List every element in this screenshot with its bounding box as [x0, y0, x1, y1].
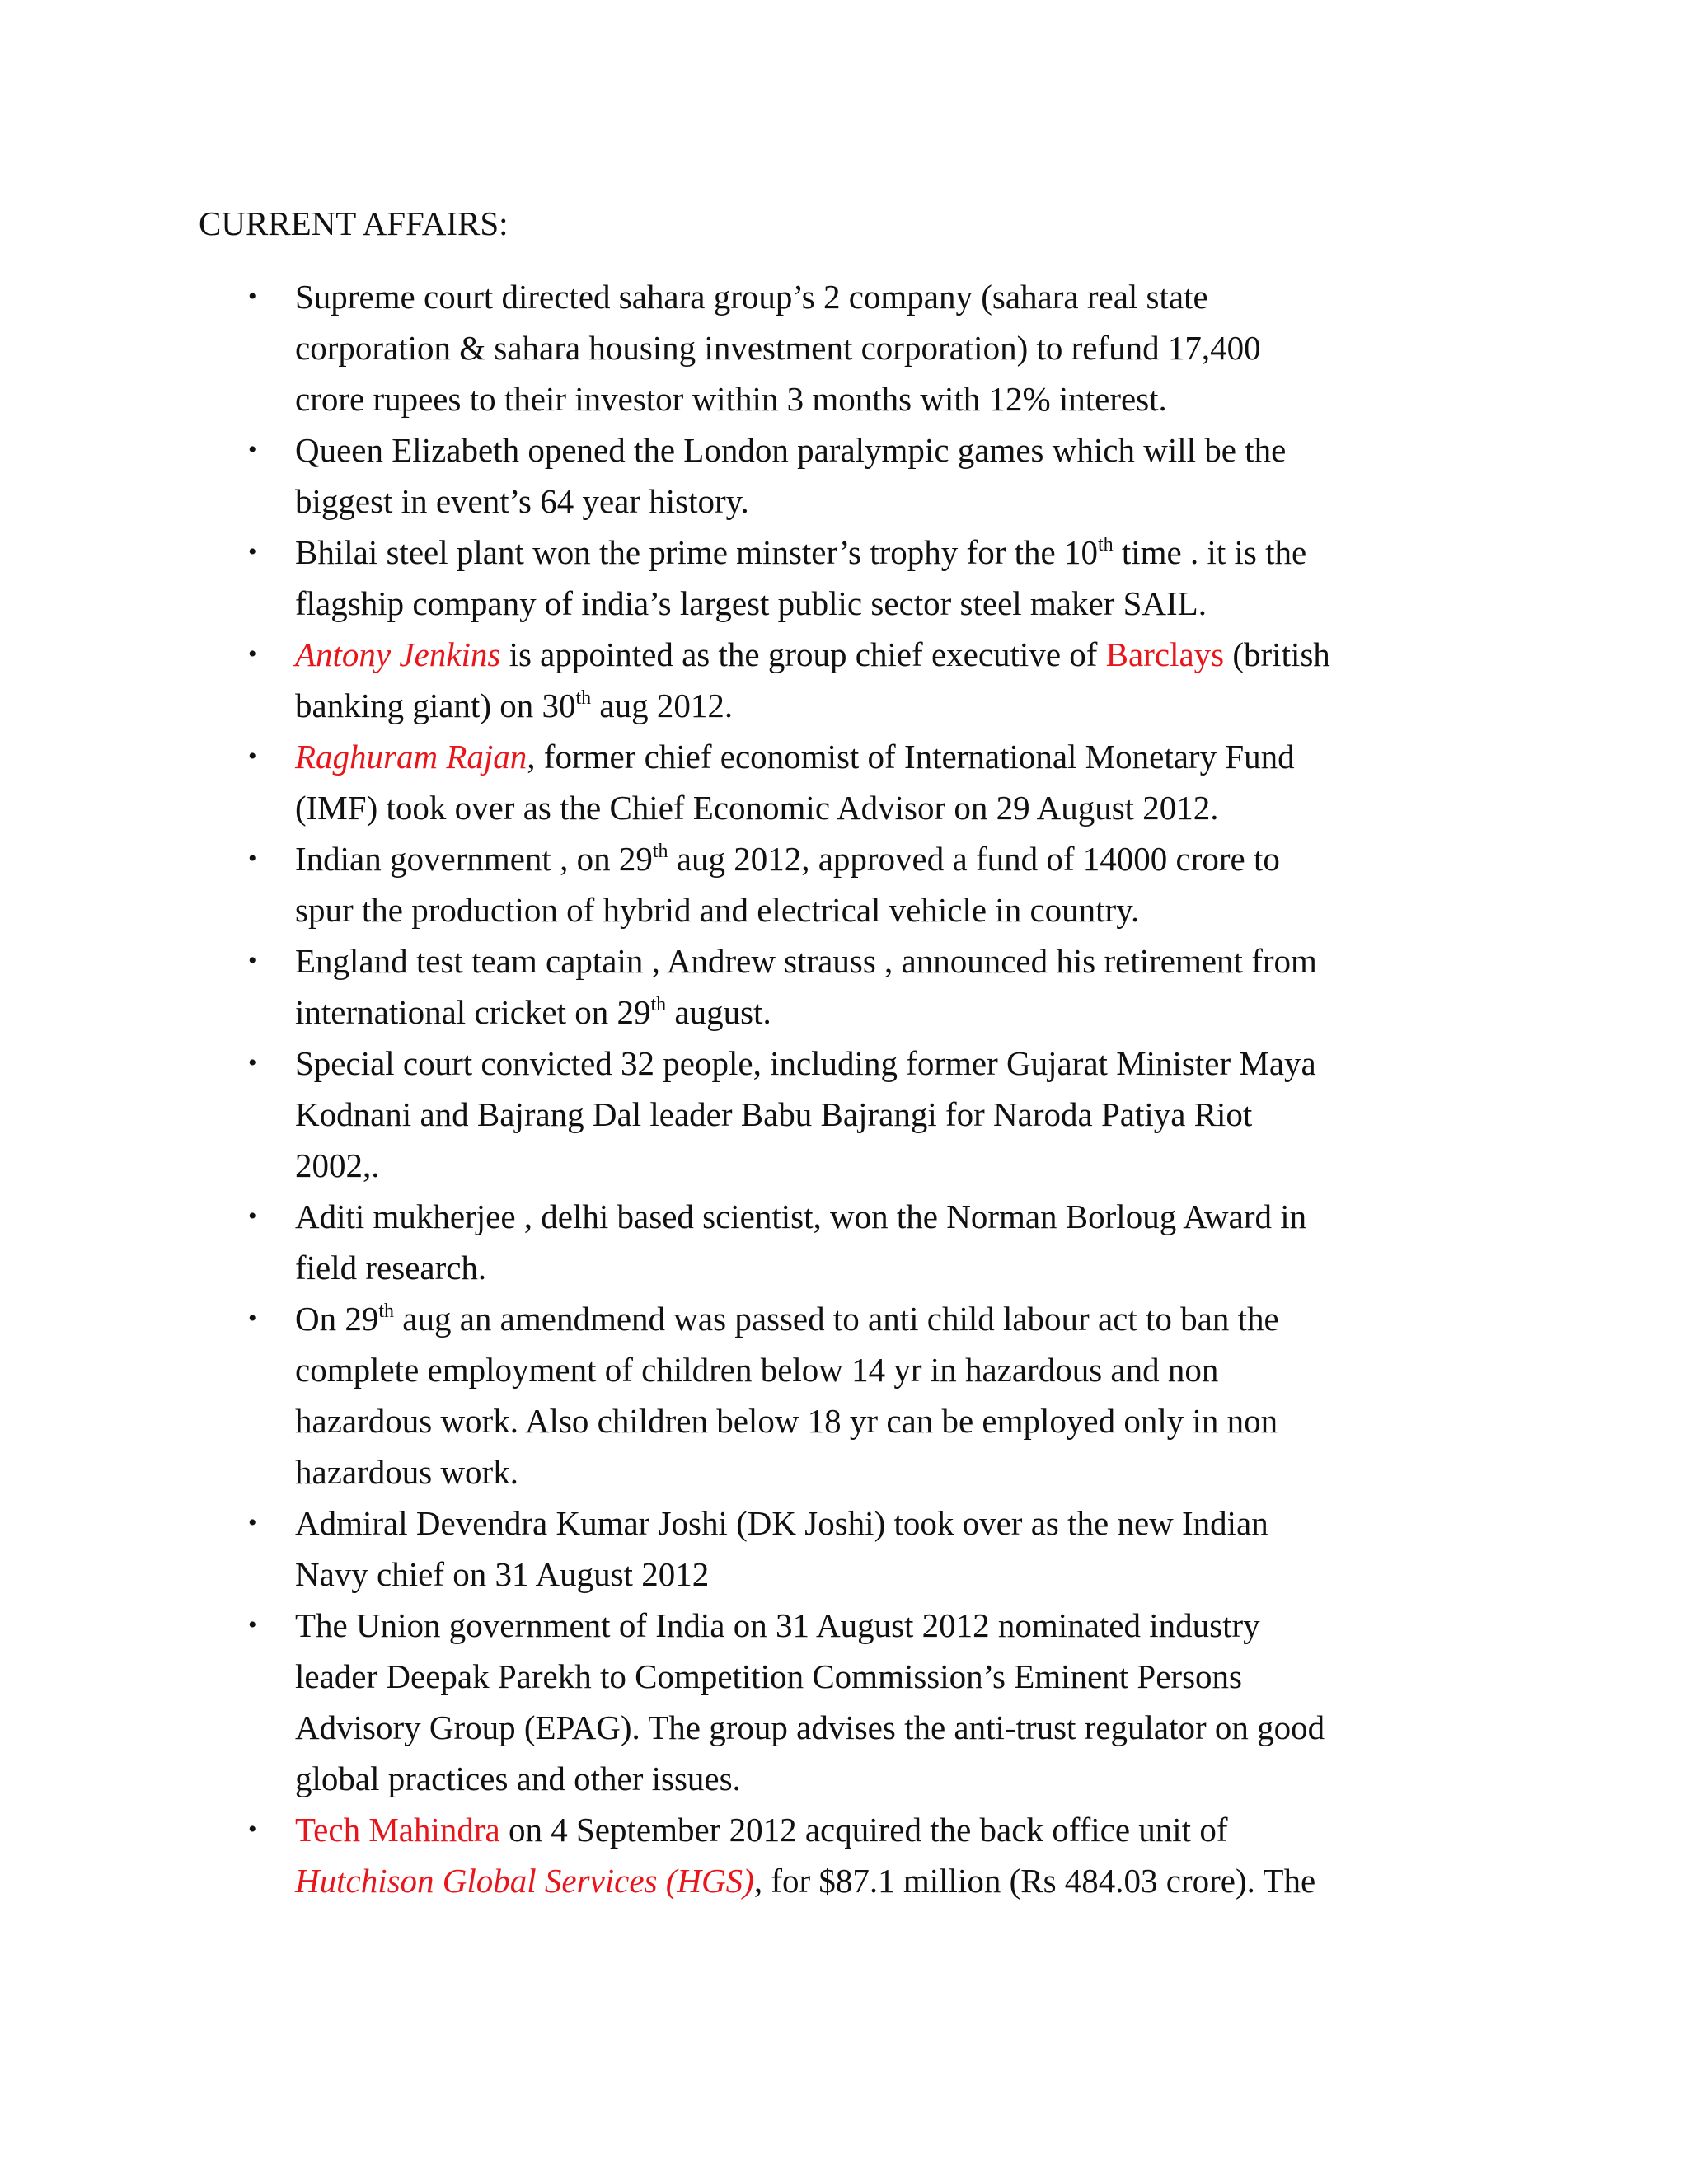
news-list — [199, 271, 1484, 1906]
ordinal-superscript: th — [650, 994, 667, 1015]
item-text: flagship company of india’s largest public sector steel maker SAIL. — [295, 584, 1207, 622]
news-item — [199, 1497, 1484, 1600]
item-text: The Union government of India on 31 August 2012 nominated industry — [295, 1606, 1260, 1644]
bullet-icon: • — [248, 1611, 257, 1638]
item-text: hazardous work. — [295, 1453, 518, 1491]
ordinal-superscript: th — [575, 687, 592, 709]
item-text: Special court convicted 32 people, including former Gujarat Minister Maya — [295, 1044, 1316, 1082]
item-text: august. — [666, 993, 771, 1031]
item-text: is appointed as the group chief executive of — [500, 635, 1106, 673]
bullet-icon: • — [248, 1509, 257, 1536]
item-text: spur the production of hybrid and electrical vehicle in country. — [295, 891, 1140, 929]
item-text: Aditi mukherjee , delhi based scientist, won the Norman Borloug Award in — [295, 1197, 1307, 1235]
news-item — [199, 271, 1484, 424]
bullet-icon: • — [248, 436, 257, 463]
bullet-icon: • — [248, 538, 257, 565]
item-text: aug 2012, approved a fund of 14000 crore to — [668, 840, 1280, 878]
news-item — [199, 1038, 1484, 1191]
highlighted-name: Antony Jenkins — [295, 635, 501, 673]
page-heading: CURRENT AFFAIRS: — [199, 204, 509, 242]
news-item — [199, 935, 1484, 1038]
item-text: field research. — [295, 1249, 487, 1286]
bullet-icon: • — [248, 283, 257, 310]
bullet-icon: • — [248, 1202, 257, 1230]
item-text: England test team captain , Andrew strauss , announced his retirement from — [295, 942, 1317, 980]
item-text: Queen Elizabeth opened the London paralympic games which will be the — [295, 431, 1287, 469]
highlighted-term: Barclays — [1105, 635, 1225, 673]
item-text: (IMF) took over as the Chief Economic Advisor on 29 August 2012. — [295, 789, 1219, 827]
item-text: Navy chief on 31 August 2012 — [295, 1555, 710, 1593]
item-text: aug an amendmend was passed to anti child labour act to ban the — [394, 1300, 1279, 1338]
news-item — [199, 1191, 1484, 1293]
highlighted-name: Hutchison Global Services (HGS) — [295, 1862, 754, 1900]
highlighted-name: Raghuram Rajan — [295, 738, 528, 776]
item-text: , for $87.1 million (Rs 484.03 crore). The — [753, 1862, 1316, 1900]
item-text: On 29 — [295, 1300, 379, 1338]
item-text: Advisory Group (EPAG). The group advises the anti-trust regulator on good — [295, 1708, 1325, 1746]
news-item — [199, 424, 1484, 527]
ordinal-superscript: th — [1097, 534, 1114, 555]
item-text: complete employment of children below 14 yr in hazardous and non — [295, 1351, 1219, 1389]
bullet-icon: • — [248, 1305, 257, 1332]
bullet-icon: • — [248, 845, 257, 872]
news-item — [199, 1804, 1484, 1906]
item-text: global practices and other issues. — [295, 1760, 741, 1797]
news-item — [199, 1293, 1484, 1497]
ordinal-superscript: th — [378, 1301, 395, 1322]
item-text: crore rupees to their investor within 3 months with 12% interest. — [295, 380, 1167, 418]
item-text: corporation & sahara housing investment corporation) to refund 17,400 — [295, 329, 1261, 367]
news-item — [199, 527, 1484, 629]
item-text: Kodnani and Bajrang Dal leader Babu Bajrangi for Naroda Patiya Riot — [295, 1095, 1253, 1133]
news-item — [199, 1600, 1484, 1804]
item-text: 2002,. — [295, 1146, 380, 1184]
bullet-icon: • — [248, 743, 257, 770]
item-text: time . it is the — [1113, 533, 1307, 571]
item-text: leader Deepak Parekh to Competition Commission’s Eminent Persons — [295, 1657, 1242, 1695]
item-text: banking giant) on 30 — [295, 687, 576, 724]
item-text: Indian government , on 29 — [295, 840, 653, 878]
item-text: aug 2012. — [591, 687, 734, 724]
bullet-icon: • — [248, 640, 257, 668]
bullet-icon: • — [248, 1816, 257, 1843]
bullet-icon: • — [248, 1049, 257, 1076]
ordinal-superscript: th — [652, 841, 668, 862]
item-text: hazardous work. Also children below 18 yr can be employed only in non — [295, 1402, 1278, 1440]
item-text: international cricket on 29 — [295, 993, 651, 1031]
news-item — [199, 629, 1484, 731]
item-text: on 4 September 2012 acquired the back office unit of — [499, 1811, 1228, 1849]
item-text: Supreme court directed sahara group’s 2 company (sahara real state — [295, 278, 1208, 316]
item-text: biggest in event’s 64 year history. — [295, 482, 749, 520]
highlighted-term: Tech Mahindra — [295, 1811, 500, 1849]
bullet-icon: • — [248, 947, 257, 974]
news-item — [199, 833, 1484, 935]
news-item — [199, 731, 1484, 833]
item-text: Admiral Devendra Kumar Joshi (DK Joshi) took over as the new Indian — [295, 1504, 1268, 1542]
item-text: (british — [1224, 635, 1330, 673]
item-text: Bhilai steel plant won the prime minster’s trophy for the 10 — [295, 533, 1098, 571]
item-text: , former chief economist of International Monetary Fund — [527, 738, 1295, 776]
